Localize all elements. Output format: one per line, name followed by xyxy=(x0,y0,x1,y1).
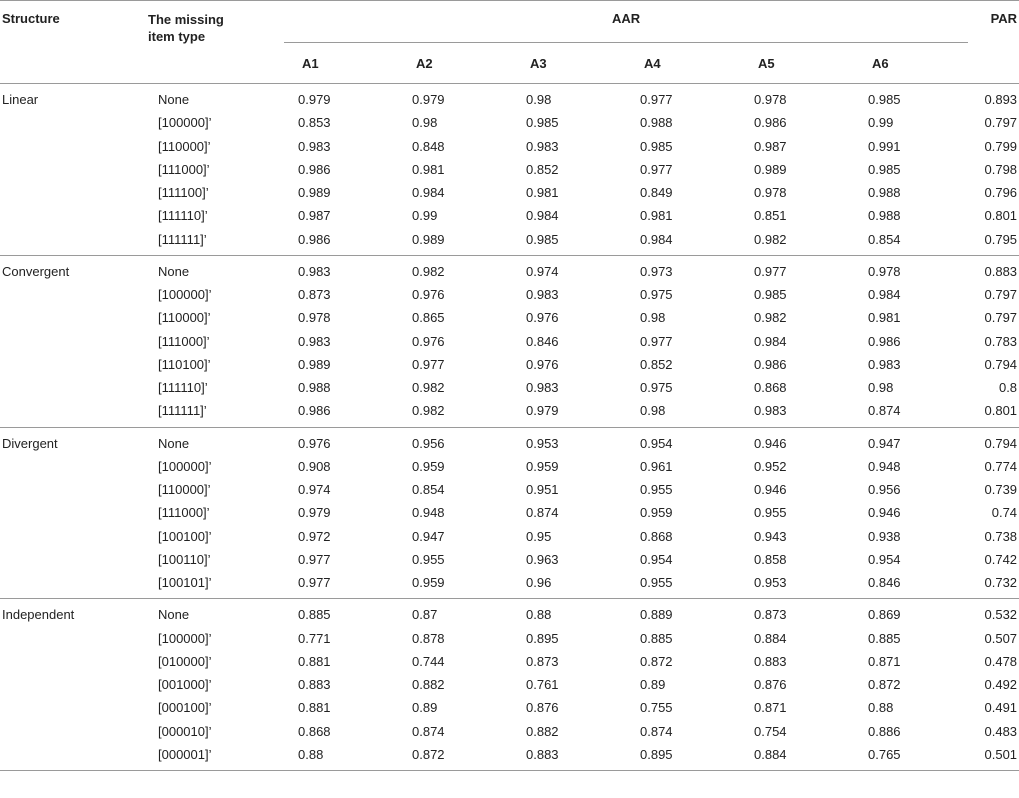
table-row xyxy=(0,135,1019,158)
aar-a1-cell: 0.988 xyxy=(298,380,331,396)
table-row xyxy=(0,673,1019,696)
aar-a1-cell: 0.908 xyxy=(298,458,331,474)
aar-a2-cell: 0.882 xyxy=(412,677,445,693)
structure-cell xyxy=(0,743,146,771)
structure-cell xyxy=(0,135,146,158)
aar-a1-cell: 0.883 xyxy=(298,677,331,693)
table-row xyxy=(0,399,1019,427)
aar-a4-cell: 0.889 xyxy=(640,607,673,623)
table-row xyxy=(0,720,1019,743)
aar-a1-cell: 0.881 xyxy=(298,653,331,669)
structure-cell xyxy=(0,353,146,376)
aar-a2-cell: 0.981 xyxy=(412,161,445,177)
aar-a4-cell: 0.985 xyxy=(640,138,673,154)
aar-a5-cell: 0.876 xyxy=(754,677,787,693)
structure-cell xyxy=(0,673,146,696)
aar-a5-cell: 0.953 xyxy=(740,571,854,599)
aar-a3-cell: 0.876 xyxy=(526,700,559,716)
table-row xyxy=(0,525,1019,548)
aar-a2-cell: 0.982 xyxy=(412,380,445,396)
par-cell: 0.801 xyxy=(968,399,1019,427)
aar-a2-cell: 0.98 xyxy=(412,115,438,131)
aar-a1-cell: 0.88 xyxy=(284,743,398,771)
par-cell: 0.501 xyxy=(968,743,1019,771)
aar-a6-cell: 0.854 xyxy=(854,228,968,256)
table-row xyxy=(0,204,1019,227)
aar-a2-cell: 0.947 xyxy=(412,528,445,544)
aar-a4-cell: 0.98 xyxy=(640,310,666,326)
missing-item-type-cell: [110000]’ xyxy=(158,310,211,326)
structure-cell xyxy=(0,650,146,673)
missing-item-type-cell: [111100]’ xyxy=(158,185,209,201)
aar-a5-cell: 0.983 xyxy=(740,399,854,427)
missing-item-type-cell: [111110]’ xyxy=(158,208,208,224)
missing-item-type-cell: [111000]’ xyxy=(158,161,210,177)
aar-a1-cell: 0.987 xyxy=(298,208,331,224)
aar-a2-cell: 0.977 xyxy=(412,356,445,372)
aar-a6-cell: 0.98 xyxy=(868,380,894,396)
missing-item-type-cell: [100100]’ xyxy=(158,528,212,544)
table-row xyxy=(0,283,1019,306)
aar-a3-cell: 0.846 xyxy=(526,333,559,349)
aar-a4-cell: 0.975 xyxy=(640,380,673,396)
aar-a4-cell: 0.955 xyxy=(640,482,673,498)
missing-item-type-cell: [111111]’ xyxy=(146,399,284,427)
header-missing-item-type xyxy=(146,1,284,84)
aar-a4-cell: 0.954 xyxy=(640,551,673,567)
table-row xyxy=(0,696,1019,719)
table-row xyxy=(0,650,1019,673)
aar-a3-cell: 0.882 xyxy=(526,723,559,739)
missing-item-type-cell: None xyxy=(158,607,190,623)
missing-item-type-cell: [000010]’ xyxy=(158,723,212,739)
par-cell: 0.794 xyxy=(984,356,1018,372)
aar-a6-cell: 0.874 xyxy=(854,399,968,427)
aar-a4-cell: 0.954 xyxy=(640,435,673,451)
aar-a4-cell: 0.981 xyxy=(640,208,673,224)
aar-a2-cell: 0.982 xyxy=(398,399,512,427)
header-missing-type-line2: item type xyxy=(148,29,206,44)
table-row xyxy=(0,228,1019,256)
aar-a5-cell: 0.986 xyxy=(754,115,787,131)
aar-a1-cell: 0.974 xyxy=(298,482,331,498)
aar-a4-cell: 0.89 xyxy=(640,677,666,693)
aar-a3-cell: 0.874 xyxy=(526,505,559,521)
aar-a4-cell: 0.988 xyxy=(640,115,673,131)
aar-a1-cell: 0.853 xyxy=(298,115,331,131)
aar-a2-cell: 0.878 xyxy=(412,630,445,646)
aar-a3-cell: 0.981 xyxy=(526,185,559,201)
structure-cell xyxy=(0,376,146,399)
par-cell: 0.742 xyxy=(984,551,1018,567)
missing-item-type-cell: [111000]’ xyxy=(158,333,210,349)
aar-a2-cell: 0.854 xyxy=(412,482,445,498)
table-row xyxy=(0,571,1019,599)
aar-a6-cell: 0.886 xyxy=(868,723,901,739)
aar-a1-cell: 0.771 xyxy=(298,630,331,646)
aar-a2-cell: 0.989 xyxy=(398,228,512,256)
aar-a4-cell: 0.849 xyxy=(640,185,673,201)
par-cell: 0.491 xyxy=(984,700,1018,716)
aar-a1-cell: 0.978 xyxy=(298,310,331,326)
structure-cell xyxy=(0,571,146,599)
aar-a3-cell: 0.959 xyxy=(526,458,559,474)
missing-item-type-cell: [100000]’ xyxy=(158,630,212,646)
aar-a1-cell: 0.881 xyxy=(298,700,331,716)
header-a1: A1 xyxy=(284,43,398,84)
missing-item-type-cell: [111111]’ xyxy=(146,228,284,256)
aar-a6-cell: 0.885 xyxy=(868,630,901,646)
par-cell: 0.478 xyxy=(984,653,1018,669)
aar-a5-cell: 0.952 xyxy=(754,458,787,474)
par-cell: 0.794 xyxy=(984,435,1018,451)
aar-a2-cell: 0.984 xyxy=(412,185,445,201)
aar-a5-cell: 0.978 xyxy=(754,92,787,108)
aar-a6-cell: 0.986 xyxy=(868,333,901,349)
structure-cell xyxy=(0,478,146,501)
structure-cell xyxy=(0,627,146,650)
aar-a1-cell: 0.885 xyxy=(298,607,331,623)
aar-a5-cell: 0.943 xyxy=(754,528,787,544)
aar-a5-cell: 0.884 xyxy=(740,743,854,771)
aar-a6-cell: 0.985 xyxy=(868,161,901,177)
structure-cell xyxy=(0,696,146,719)
header-structure: Structure xyxy=(0,1,146,84)
aar-a2-cell: 0.872 xyxy=(398,743,512,771)
aar-a5-cell: 0.955 xyxy=(754,505,787,521)
aar-a3-cell: 0.96 xyxy=(512,571,626,599)
par-cell: 0.507 xyxy=(984,630,1018,646)
structure-cell: Independent xyxy=(2,607,75,623)
aar-a2-cell: 0.982 xyxy=(412,263,445,279)
par-cell: 0.739 xyxy=(984,482,1018,498)
header-a4: A4 xyxy=(626,43,740,84)
aar-a1-cell: 0.868 xyxy=(298,723,331,739)
missing-item-type-cell: [110100]’ xyxy=(158,356,211,372)
aar-a5-cell: 0.871 xyxy=(754,700,787,716)
aar-a3-cell: 0.983 xyxy=(526,380,559,396)
aar-a6-cell: 0.871 xyxy=(868,653,901,669)
missing-item-type-cell: [100000]’ xyxy=(158,458,212,474)
structure-cell xyxy=(0,204,146,227)
aar-a3-cell: 0.873 xyxy=(526,653,559,669)
par-cell: 0.532 xyxy=(984,607,1018,623)
aar-a4-cell: 0.977 xyxy=(640,92,673,108)
aar-a2-cell: 0.99 xyxy=(412,208,438,224)
aar-a4-cell: 0.959 xyxy=(640,505,673,521)
table-row xyxy=(0,158,1019,181)
missing-item-type-cell: [110000]’ xyxy=(158,482,211,498)
aar-a3-cell: 0.98 xyxy=(526,92,552,108)
aar-a6-cell: 0.872 xyxy=(868,677,901,693)
table-header xyxy=(0,1,1019,84)
aar-a6-cell: 0.938 xyxy=(868,528,901,544)
aar-a3-cell: 0.852 xyxy=(526,161,559,177)
aar-a3-cell: 0.976 xyxy=(526,310,559,326)
table-row xyxy=(0,111,1019,134)
aar-a5-cell: 0.982 xyxy=(754,310,787,326)
aar-a3-cell: 0.985 xyxy=(512,228,626,256)
par-cell: 0.732 xyxy=(968,571,1019,599)
aar-a6-cell: 0.983 xyxy=(868,356,901,372)
structure-cell xyxy=(0,111,146,134)
structure-cell xyxy=(0,399,146,427)
aar-a5-cell: 0.987 xyxy=(754,138,787,154)
aar-a6-cell: 0.984 xyxy=(868,287,901,303)
aar-a3-cell: 0.883 xyxy=(512,743,626,771)
aar-a1-cell: 0.979 xyxy=(298,92,331,108)
aar-a4-cell: 0.874 xyxy=(640,723,673,739)
par-cell: 0.795 xyxy=(968,228,1019,256)
aar-a1-cell: 0.979 xyxy=(298,505,331,521)
table-row xyxy=(0,84,1019,112)
aar-a2-cell: 0.744 xyxy=(412,653,445,669)
par-cell: 0.796 xyxy=(984,185,1018,201)
aar-a4-cell: 0.755 xyxy=(640,700,673,716)
aar-a3-cell: 0.979 xyxy=(512,399,626,427)
table-body xyxy=(0,84,1019,771)
aar-a4-cell: 0.852 xyxy=(640,356,673,372)
aar-a4-cell: 0.872 xyxy=(640,653,673,669)
missing-item-type-cell: None xyxy=(158,263,190,279)
par-cell: 0.798 xyxy=(984,161,1018,177)
aar-a5-cell: 0.851 xyxy=(754,208,787,224)
aar-a3-cell: 0.974 xyxy=(526,263,559,279)
par-cell: 0.797 xyxy=(984,287,1018,303)
missing-item-type-cell: [000100]’ xyxy=(158,700,212,716)
aar-a6-cell: 0.948 xyxy=(868,458,901,474)
aar-a3-cell: 0.895 xyxy=(526,630,559,646)
header-par: PAR xyxy=(968,1,1019,84)
aar-a2-cell: 0.848 xyxy=(412,138,445,154)
par-cell: 0.883 xyxy=(984,263,1018,279)
aar-a2-cell: 0.979 xyxy=(412,92,445,108)
missing-item-type-cell: [110000]’ xyxy=(158,138,211,154)
aar-a1-cell: 0.983 xyxy=(298,138,331,154)
aar-a6-cell: 0.988 xyxy=(868,208,901,224)
aar-a4-cell: 0.895 xyxy=(626,743,740,771)
aar-a3-cell: 0.984 xyxy=(526,208,559,224)
table-row xyxy=(0,548,1019,571)
aar-a6-cell: 0.985 xyxy=(868,92,901,108)
structure-cell xyxy=(0,501,146,524)
structure-cell xyxy=(0,228,146,256)
aar-a2-cell: 0.89 xyxy=(412,700,438,716)
par-cell: 0.797 xyxy=(984,310,1018,326)
par-cell: 0.797 xyxy=(984,115,1018,131)
structure-cell xyxy=(0,455,146,478)
header-missing-type-line1: The missing xyxy=(148,12,224,27)
aar-a4-cell: 0.98 xyxy=(626,399,740,427)
aar-a5-cell: 0.873 xyxy=(754,607,787,623)
par-cell: 0.783 xyxy=(984,333,1018,349)
aar-a5-cell: 0.754 xyxy=(754,723,787,739)
aar-a2-cell: 0.959 xyxy=(398,571,512,599)
header-a2: A2 xyxy=(398,43,512,84)
table-row xyxy=(0,330,1019,353)
aar-a3-cell: 0.983 xyxy=(526,138,559,154)
aar-a6-cell: 0.956 xyxy=(868,482,901,498)
missing-item-type-cell: [100110]’ xyxy=(158,551,211,567)
table-row xyxy=(0,353,1019,376)
aar-a2-cell: 0.976 xyxy=(412,333,445,349)
missing-item-type-cell: [100000]’ xyxy=(158,287,212,303)
aar-a3-cell: 0.95 xyxy=(526,528,552,544)
table-row xyxy=(0,743,1019,771)
aar-a6-cell: 0.765 xyxy=(854,743,968,771)
aar-a4-cell: 0.961 xyxy=(640,458,673,474)
aar-a5-cell: 0.858 xyxy=(754,551,787,567)
aar-a6-cell: 0.869 xyxy=(868,607,901,623)
table-row xyxy=(0,455,1019,478)
missing-item-type-cell: [100000]’ xyxy=(158,115,212,131)
aar-a6-cell: 0.978 xyxy=(868,263,901,279)
missing-item-type-cell: [100101]’ xyxy=(146,571,284,599)
header-aar: AAR xyxy=(284,1,968,43)
aar-a6-cell: 0.991 xyxy=(868,138,901,154)
aar-a1-cell: 0.983 xyxy=(298,263,331,279)
aar-a1-cell: 0.986 xyxy=(298,161,331,177)
structure-cell xyxy=(0,330,146,353)
aar-a5-cell: 0.978 xyxy=(754,185,787,201)
table-row xyxy=(0,255,1019,283)
aar-a2-cell: 0.955 xyxy=(412,551,445,567)
aar-a1-cell: 0.989 xyxy=(298,185,331,201)
aar-a4-cell: 0.973 xyxy=(640,263,673,279)
structure-cell xyxy=(0,720,146,743)
aar-a1-cell: 0.986 xyxy=(284,228,398,256)
missing-item-type-cell: [111110]’ xyxy=(158,380,208,396)
table-row xyxy=(0,599,1019,627)
aar-a1-cell: 0.977 xyxy=(298,551,331,567)
aar-a2-cell: 0.959 xyxy=(412,458,445,474)
aar-a6-cell: 0.988 xyxy=(868,185,901,201)
aar-a1-cell: 0.977 xyxy=(284,571,398,599)
aar-a1-cell: 0.873 xyxy=(298,287,331,303)
table-row xyxy=(0,501,1019,524)
par-cell: 0.738 xyxy=(984,528,1018,544)
table-row xyxy=(0,181,1019,204)
aar-a4-cell: 0.885 xyxy=(640,630,673,646)
aar-a6-cell: 0.954 xyxy=(868,551,901,567)
aar-a6-cell: 0.946 xyxy=(868,505,901,521)
header-a6: A6 xyxy=(854,43,968,84)
aar-a6-cell: 0.846 xyxy=(854,571,968,599)
aar-a4-cell: 0.977 xyxy=(640,333,673,349)
aar-a2-cell: 0.976 xyxy=(412,287,445,303)
structure-cell xyxy=(0,306,146,329)
aar-a4-cell: 0.975 xyxy=(640,287,673,303)
aar-a3-cell: 0.88 xyxy=(526,607,552,623)
missing-item-type-cell: [001000]’ xyxy=(158,677,212,693)
aar-a5-cell: 0.984 xyxy=(754,333,787,349)
aar-a1-cell: 0.986 xyxy=(284,399,398,427)
missing-item-type-cell: [111000]’ xyxy=(158,505,210,521)
table-row xyxy=(0,427,1019,455)
aar-a6-cell: 0.99 xyxy=(868,115,894,131)
aar-a1-cell: 0.972 xyxy=(298,528,331,544)
aar-a5-cell: 0.946 xyxy=(754,435,787,451)
aar-a1-cell: 0.983 xyxy=(298,333,331,349)
par-cell: 0.799 xyxy=(984,138,1018,154)
aar-a5-cell: 0.977 xyxy=(754,263,787,279)
aar-a6-cell: 0.88 xyxy=(868,700,894,716)
aar-a6-cell: 0.981 xyxy=(868,310,901,326)
aar-a4-cell: 0.984 xyxy=(626,228,740,256)
par-cell: 0.774 xyxy=(984,458,1018,474)
table-row xyxy=(0,376,1019,399)
aar-a3-cell: 0.976 xyxy=(526,356,559,372)
aar-a3-cell: 0.983 xyxy=(526,287,559,303)
aar-a4-cell: 0.977 xyxy=(640,161,673,177)
aar-a3-cell: 0.985 xyxy=(526,115,559,131)
aar-a3-cell: 0.761 xyxy=(526,677,559,693)
missing-item-type-cell: None xyxy=(158,435,190,451)
aar-a5-cell: 0.884 xyxy=(754,630,787,646)
header-a5: A5 xyxy=(740,43,854,84)
table-row xyxy=(0,306,1019,329)
aar-a5-cell: 0.946 xyxy=(754,482,787,498)
table-row xyxy=(0,627,1019,650)
structure-cell xyxy=(0,181,146,204)
structure-cell xyxy=(0,158,146,181)
structure-cell: Convergent xyxy=(2,263,70,279)
aar-a4-cell: 0.955 xyxy=(626,571,740,599)
par-cell: 0.483 xyxy=(984,723,1018,739)
missing-item-type-cell: None xyxy=(158,92,190,108)
structure-cell xyxy=(0,283,146,306)
aar-a1-cell: 0.989 xyxy=(298,356,331,372)
missing-item-type-cell: [010000]’ xyxy=(158,653,212,669)
aar-a3-cell: 0.963 xyxy=(526,551,559,567)
aar-a2-cell: 0.87 xyxy=(412,607,438,623)
structure-cell: Linear xyxy=(2,92,39,108)
aar-a2-cell: 0.948 xyxy=(412,505,445,521)
structure-cell xyxy=(0,525,146,548)
aar-a5-cell: 0.989 xyxy=(754,161,787,177)
structure-cell xyxy=(0,548,146,571)
aar-a2-cell: 0.956 xyxy=(412,435,445,451)
par-cell: 0.492 xyxy=(984,677,1018,693)
aar-a6-cell: 0.947 xyxy=(868,435,901,451)
par-cell: 0.801 xyxy=(984,208,1018,224)
aar-a2-cell: 0.865 xyxy=(412,310,445,326)
structure-cell: Divergent xyxy=(2,435,58,451)
header-a3: A3 xyxy=(512,43,626,84)
aar-a5-cell: 0.986 xyxy=(754,356,787,372)
par-cell: 0.8 xyxy=(998,380,1018,396)
table-row xyxy=(0,478,1019,501)
aar-a5-cell: 0.985 xyxy=(754,287,787,303)
par-cell: 0.893 xyxy=(984,92,1018,108)
aar-a5-cell: 0.982 xyxy=(740,228,854,256)
aar-a2-cell: 0.874 xyxy=(412,723,445,739)
missing-item-type-cell: [000001]’ xyxy=(146,743,284,771)
par-cell: 0.74 xyxy=(991,505,1018,521)
aar-a4-cell: 0.868 xyxy=(640,528,673,544)
aar-a5-cell: 0.883 xyxy=(754,653,787,669)
aar-a1-cell: 0.976 xyxy=(298,435,331,451)
aar-a3-cell: 0.951 xyxy=(526,482,559,498)
aar-a5-cell: 0.868 xyxy=(754,380,787,396)
aar-a3-cell: 0.953 xyxy=(526,435,559,451)
